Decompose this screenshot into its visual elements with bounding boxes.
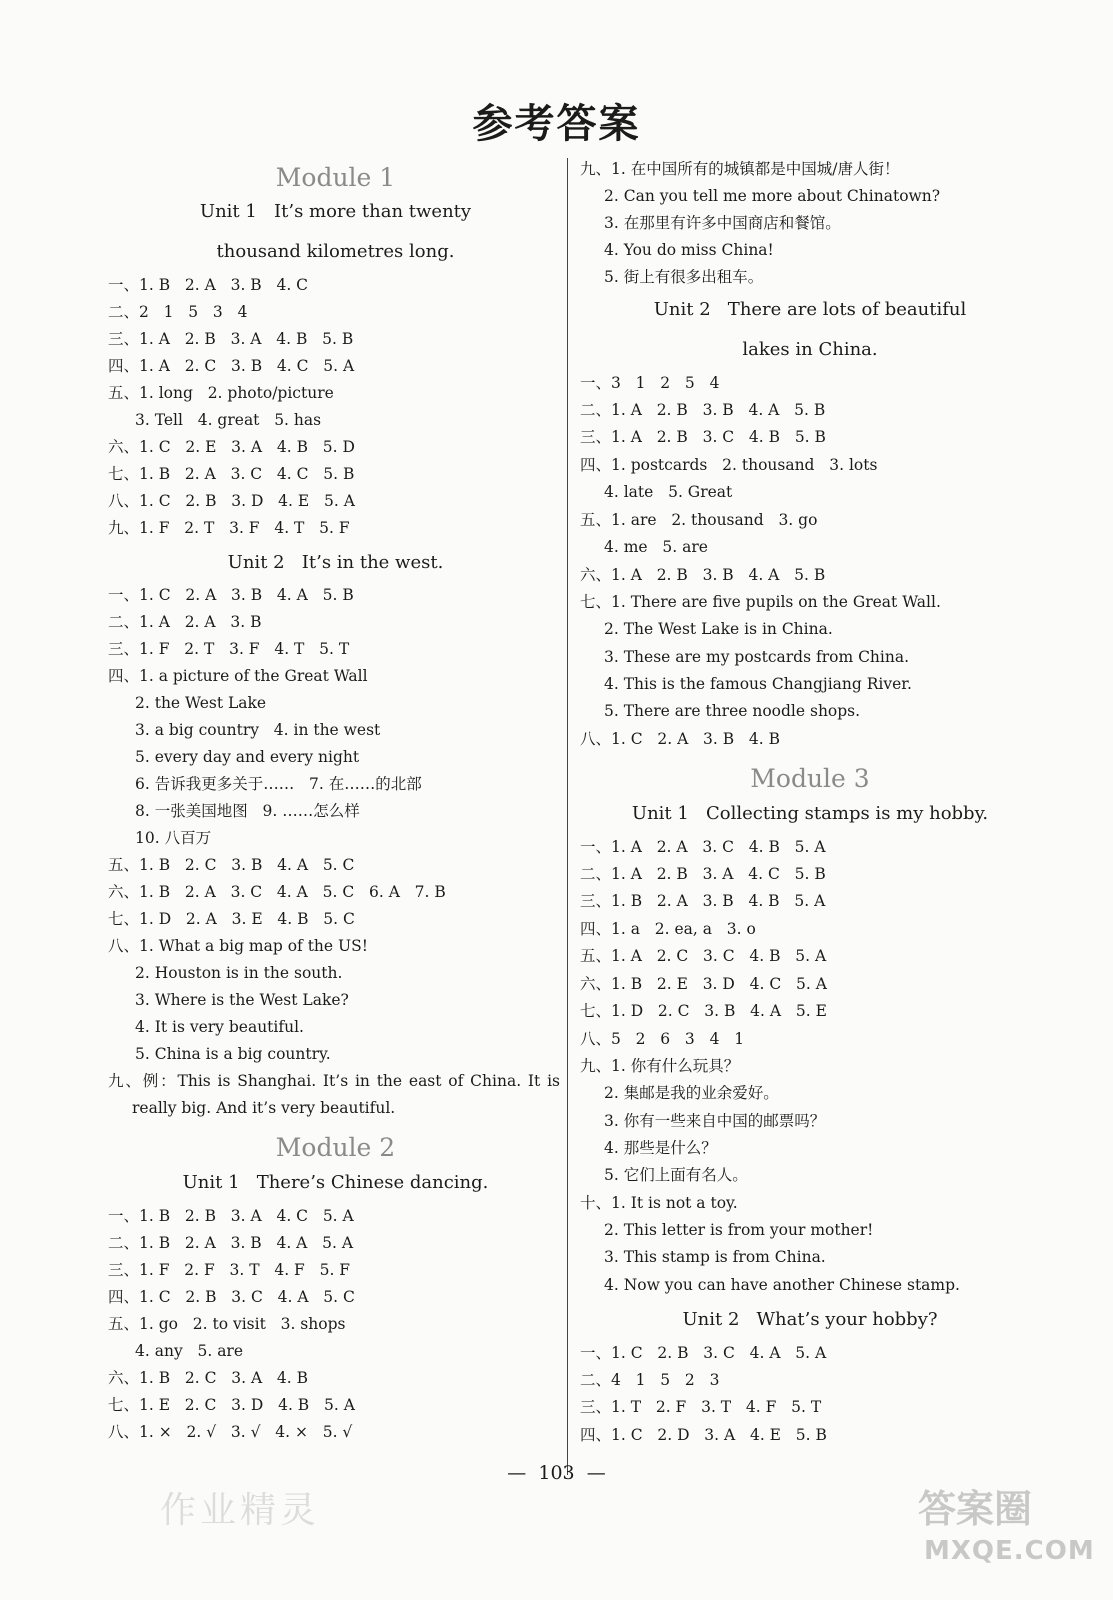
answer-line: 九、1. 你有什么玩具？ (580, 1057, 740, 1075)
answer-line: 四、1. a 2. ea, a 3. o (580, 920, 756, 938)
answer-line: 四、1. A 2. C 3. B 4. C 5. A (108, 357, 355, 375)
module-title: Module 3 (750, 764, 870, 793)
answer-line: 4. any 5. are (135, 1342, 244, 1360)
answer-line: 四、1. postcards 2. thousand 3. lots (580, 456, 878, 474)
answer-line: 三、1. F 2. F 3. T 4. F 5. F (108, 1261, 351, 1279)
answer-line: 六、1. B 2. C 3. A 4. B (108, 1369, 309, 1387)
answer-line: 3. These are my postcards from China. (604, 648, 910, 666)
answer-line: 五、1. B 2. C 3. B 4. A 5. C (108, 856, 355, 874)
answer-line: 2. Can you tell me more about Chinatown? (604, 187, 941, 205)
unit-title: Unit 2 There are lots of beautiful (653, 299, 967, 320)
answer-line: 六、1. B 2. A 3. C 4. A 5. C 6. A 7. B (108, 883, 446, 901)
answer-line: 五、1. long 2. photo/picture (108, 384, 334, 402)
answer-line: 九、1. F 2. T 3. F 4. T 5. F (108, 519, 350, 537)
module-title: Module 2 (275, 1133, 396, 1162)
watermark-left: 作业精灵 (160, 1490, 321, 1531)
answer-line: 八、5 2 6 3 4 1 (580, 1030, 745, 1048)
answer-line: 一、3 1 2 5 4 (580, 374, 720, 392)
answer-line: 4. You do miss China! (604, 241, 774, 259)
answer-line: 5. every day and every night (135, 748, 360, 766)
answer-line: 2. The West Lake is in China. (604, 620, 833, 638)
answer-line: 3. This stamp is from China. (604, 1248, 826, 1266)
answer-line: 4. 那些是什么？ (604, 1139, 717, 1157)
answer-line: 五、1. A 2. C 3. C 4. B 5. A (580, 947, 827, 965)
answer-line: 4. me 5. are (604, 538, 708, 556)
answer-line: 五、1. are 2. thousand 3. go (580, 511, 818, 529)
answer-line: 3. a big country 4. in the west (135, 721, 381, 739)
watermark-logo (918, 1478, 1095, 1590)
answer-line: 二、1. B 2. A 3. B 4. A 5. A (108, 1234, 354, 1252)
answer-line: 二、4 1 5 2 3 (580, 1371, 720, 1389)
answer-line: 一、1. C 2. A 3. B 4. A 5. B (108, 586, 354, 604)
answer-line: 一、1. B 2. A 3. B 4. C (108, 276, 309, 294)
answer-line: 九、例：This is Shanghai. It’s in the east of China. It is (108, 1072, 560, 1090)
answer-line: 2. Houston is in the south. (135, 964, 343, 982)
answer-line: 5. China is a big country. (135, 1045, 331, 1063)
page-number: — 103 — (507, 1462, 606, 1484)
answer-line: 2. the West Lake (135, 694, 267, 712)
answer-line: 5. 它们上面有名人。 (604, 1166, 748, 1184)
unit-title: Unit 1 It’s more than twenty (199, 201, 472, 222)
answer-line: 2. This letter is from your mother! (604, 1221, 874, 1239)
answer-line: 八、1. What a big map of the US! (108, 937, 368, 955)
answer-line: 八、1. × 2. √ 3. √ 4. × 5. √ (108, 1423, 353, 1441)
answer-line: 4. This is the famous Changjiang River. (604, 675, 912, 693)
module-title: Module 1 (275, 163, 396, 192)
answer-line: 一、1. B 2. B 3. A 4. C 5. A (108, 1207, 354, 1225)
answer-line: 三、1. A 2. B 3. C 4. B 5. B (580, 428, 826, 446)
answer-line: 八、1. C 2. B 3. D 4. E 5. A (108, 492, 355, 510)
answer-line: 三、1. F 2. T 3. F 4. T 5. T (108, 640, 350, 658)
answer-line: 五、1. go 2. to visit 3. shops (108, 1315, 346, 1333)
answer-line: 四、1. C 2. B 3. C 4. A 5. C (108, 1288, 355, 1306)
unit-title: Unit 1 There’s Chinese dancing. (182, 1172, 489, 1193)
answer-line: 九、1. 在中国所有的城镇都是中国城/唐人街！ (580, 160, 900, 178)
answer-line: 2. 集邮是我的业余爱好。 (604, 1084, 779, 1102)
unit-title: Unit 2 It’s in the west. (227, 552, 444, 573)
answer-line: 5. There are three noodle shops. (604, 702, 861, 720)
answer-line: 4. Now you can have another Chinese stamp. (604, 1276, 960, 1294)
watermark-logo-url: MXQE.COM (924, 1536, 1095, 1566)
answer-line: 二、1. A 2. A 3. B (108, 613, 262, 631)
answer-line: 六、1. B 2. E 3. D 4. C 5. A (580, 975, 827, 993)
answer-line: really big. And it’s very beautiful. (132, 1099, 396, 1117)
unit-title: Unit 2 What’s your hobby? (682, 1309, 938, 1330)
answer-line: 六、1. A 2. B 3. B 4. A 5. B (580, 566, 826, 584)
answer-line: 二、2 1 5 3 4 (108, 303, 248, 321)
column-divider (567, 158, 568, 1475)
unit-title: Unit 1 Collecting stamps is my hobby. (631, 803, 989, 824)
unit-title: lakes in China. (742, 339, 878, 360)
answer-line: 七、1. D 2. A 3. E 4. B 5. C (108, 910, 355, 928)
answer-line: 四、1. a picture of the Great Wall (108, 667, 368, 685)
answer-line: 六、1. C 2. E 3. A 4. B 5. D (108, 438, 355, 456)
answer-line: 8. 一张美国地图 9. ……怎么样 (135, 802, 360, 820)
answer-line: 10. 八百万 (135, 829, 212, 847)
unit-title: thousand kilometres long. (216, 241, 455, 262)
answer-line: 6. 告诉我更多关于…… 7. 在……的北部 (135, 775, 422, 793)
answer-line: 二、1. A 2. B 3. A 4. C 5. B (580, 865, 826, 883)
answer-line: 七、1. E 2. C 3. D 4. B 5. A (108, 1396, 355, 1414)
answer-line: 三、1. B 2. A 3. B 4. B 5. A (580, 892, 826, 910)
answer-line: 八、1. C 2. A 3. B 4. B (580, 730, 781, 748)
answer-line: 3. 你有一些来自中国的邮票吗？ (604, 1112, 826, 1130)
answer-line: 二、1. A 2. B 3. B 4. A 5. B (580, 401, 826, 419)
answer-line: 三、1. T 2. F 3. T 4. F 5. T (580, 1398, 822, 1416)
answer-line: 3. 在那里有许多中国商店和餐馆。 (604, 214, 841, 232)
answer-line: 3. Tell 4. great 5. has (135, 411, 322, 429)
answer-line: 七、1. D 2. C 3. B 4. A 5. E (580, 1002, 827, 1020)
answer-line: 十、1. It is not a toy. (580, 1194, 738, 1212)
answer-line: 4. late 5. Great (604, 483, 733, 501)
page-title: 参考答案 (472, 101, 641, 147)
watermark-logo-main: 答案圈 (918, 1487, 1033, 1531)
answer-line: 一、1. C 2. B 3. C 4. A 5. A (580, 1344, 827, 1362)
answer-line: 3. Where is the West Lake? (135, 991, 349, 1009)
answer-line: 四、1. C 2. D 3. A 4. E 5. B (580, 1426, 827, 1444)
answer-line: 4. It is very beautiful. (135, 1018, 304, 1036)
answer-line: 七、1. B 2. A 3. C 4. C 5. B (108, 465, 355, 483)
answer-line: 三、1. A 2. B 3. A 4. B 5. B (108, 330, 354, 348)
answer-line: 一、1. A 2. A 3. C 4. B 5. A (580, 838, 826, 856)
answer-line: 5. 街上有很多出租车。 (604, 268, 764, 286)
answer-line: 七、1. There are five pupils on the Great Wall. (580, 593, 941, 611)
